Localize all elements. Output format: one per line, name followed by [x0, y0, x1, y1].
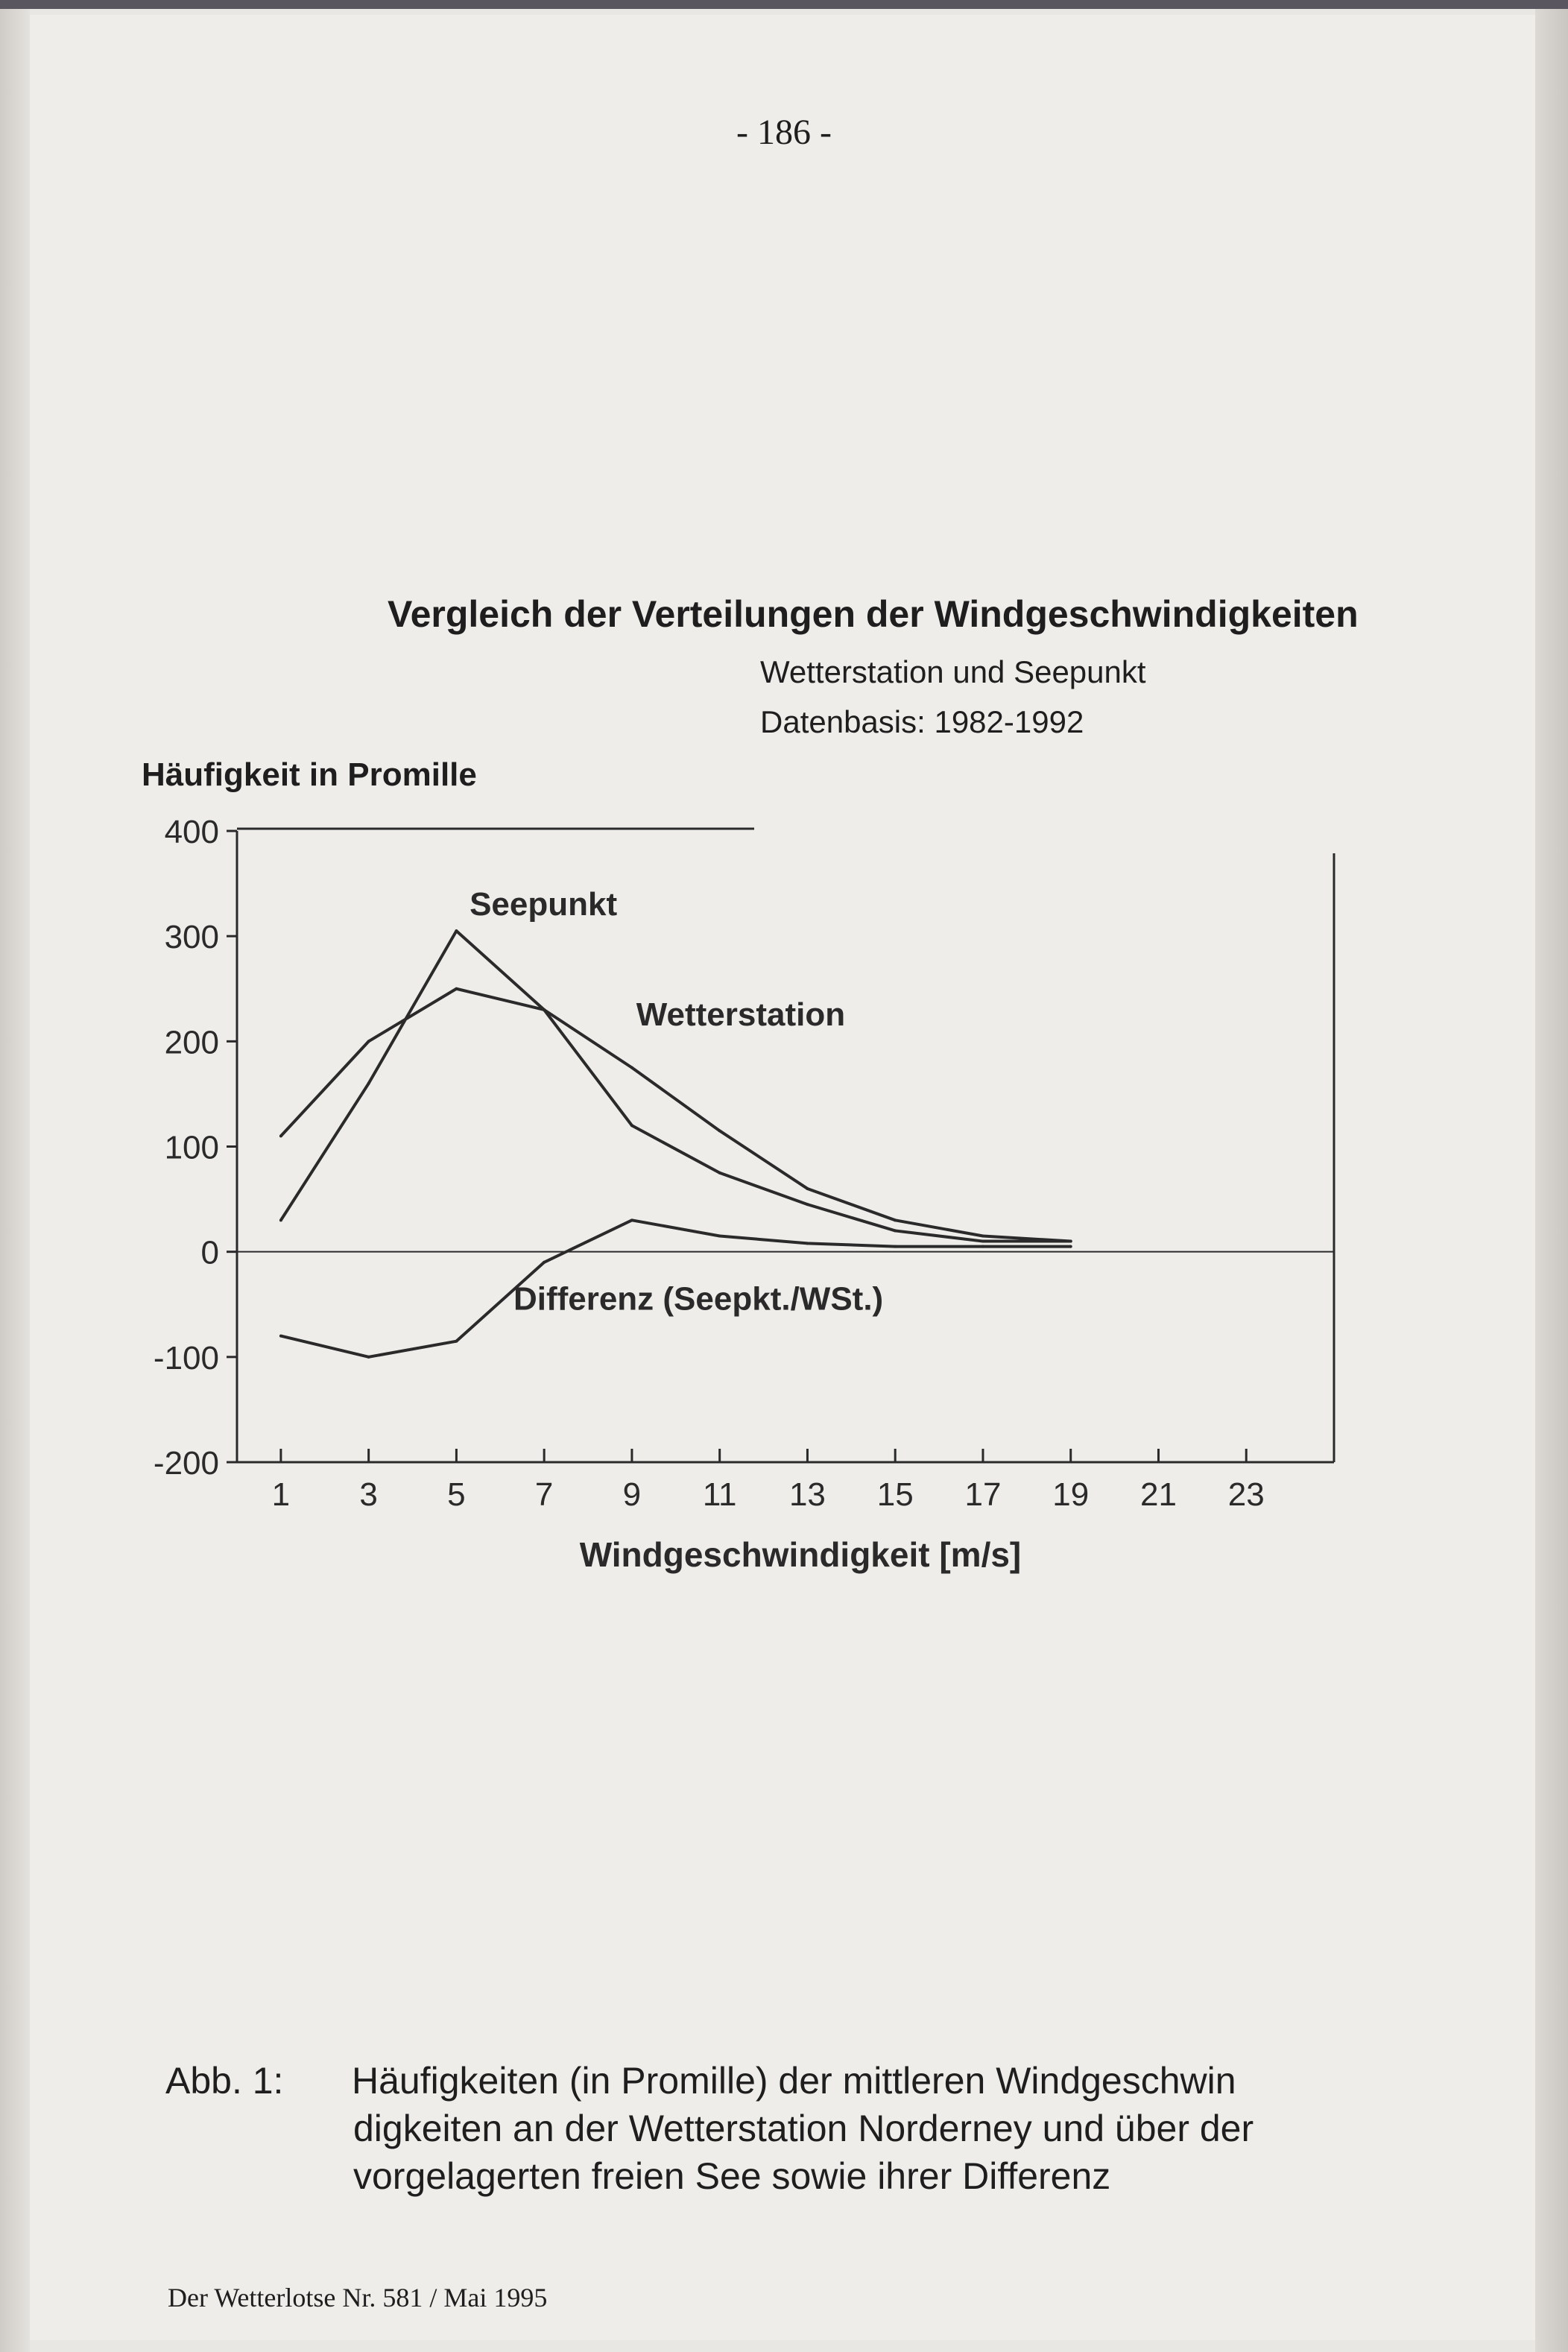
series-label: Wetterstation	[636, 996, 846, 1034]
series-point	[718, 1172, 721, 1175]
series-point	[718, 1234, 721, 1237]
chart-data-basis: Datenbasis: 1982-1992	[760, 704, 1084, 739]
caption-line-3: vorgelagerten freien See sowie ihrer Differenz	[353, 2155, 1111, 2197]
series-point	[455, 929, 458, 932]
series-point	[455, 1340, 458, 1343]
series-point	[367, 1356, 370, 1359]
caption-line-2: digkeiten an der Wetterstation Norderney und über der	[353, 2108, 1254, 2149]
y-tick-label: 0	[200, 1234, 219, 1271]
x-tick-label: 13	[788, 1476, 826, 1513]
x-axis-label: Windgeschwindigkeit [m/s]	[579, 1535, 1022, 1574]
x-tick-label: 5	[447, 1476, 466, 1513]
series-point	[806, 1242, 809, 1245]
x-tick-label: 17	[964, 1476, 1002, 1513]
series-point	[981, 1240, 984, 1243]
y-tick-label: 200	[164, 1024, 219, 1061]
series-point	[1069, 1240, 1072, 1243]
series-point	[981, 1245, 984, 1248]
x-tick-label: 15	[876, 1476, 914, 1513]
footer-citation: Der Wetterlotse Nr. 581 / Mai 1995	[168, 2283, 548, 2313]
series-label: Seepunkt	[470, 885, 618, 923]
series-point	[718, 1129, 721, 1132]
series-point	[894, 1245, 897, 1248]
y-axis-label: Häufigkeit in Promille	[142, 756, 477, 793]
series-point	[806, 1203, 809, 1206]
series-point	[367, 1040, 370, 1043]
series-point	[630, 1066, 633, 1069]
series-point	[630, 1124, 633, 1127]
series-point	[1069, 1245, 1072, 1248]
series-point	[543, 1261, 546, 1264]
x-tick-label: 3	[359, 1476, 378, 1513]
x-tick-label: 21	[1140, 1476, 1177, 1513]
series-point	[455, 987, 458, 990]
y-tick-label: 100	[164, 1129, 219, 1166]
series-point	[367, 1082, 370, 1085]
x-tick-label: 19	[1052, 1476, 1090, 1513]
series-point	[279, 1335, 282, 1338]
y-tick-label: -200	[153, 1445, 219, 1482]
y-tick-label: -100	[153, 1339, 219, 1376]
x-tick-label: 11	[702, 1476, 737, 1513]
x-tick-label: 7	[534, 1476, 554, 1513]
series-point	[543, 1008, 546, 1011]
series-point	[806, 1187, 809, 1190]
chart-title: Vergleich der Verteilungen der Windgeschwindigkeiten	[388, 593, 1359, 635]
x-tick-label: 9	[622, 1476, 642, 1513]
y-tick-label: 300	[164, 919, 219, 956]
figure-caption	[165, 2057, 1529, 2200]
series-label: Differenz (Seepkt./WSt.)	[513, 1280, 884, 1318]
chart-subtitle: Wetterstation und Seepunkt	[760, 654, 1146, 689]
page-number: - 186 -	[736, 113, 832, 152]
series-line-1	[281, 931, 1071, 1241]
caption-figure-number: Abb. 1:	[165, 2060, 284, 2102]
series-point	[894, 1218, 897, 1221]
x-tick-label: 23	[1227, 1476, 1265, 1513]
series-point	[894, 1229, 897, 1232]
series-point	[279, 1134, 282, 1137]
series-point	[279, 1218, 282, 1221]
x-tick-label: 1	[271, 1476, 291, 1513]
caption-line-1: Häufigkeiten (in Promille) der mittleren Windgeschwin	[352, 2060, 1236, 2102]
series-point	[981, 1234, 984, 1237]
y-tick-label: 400	[164, 814, 219, 850]
series-point	[630, 1218, 633, 1221]
